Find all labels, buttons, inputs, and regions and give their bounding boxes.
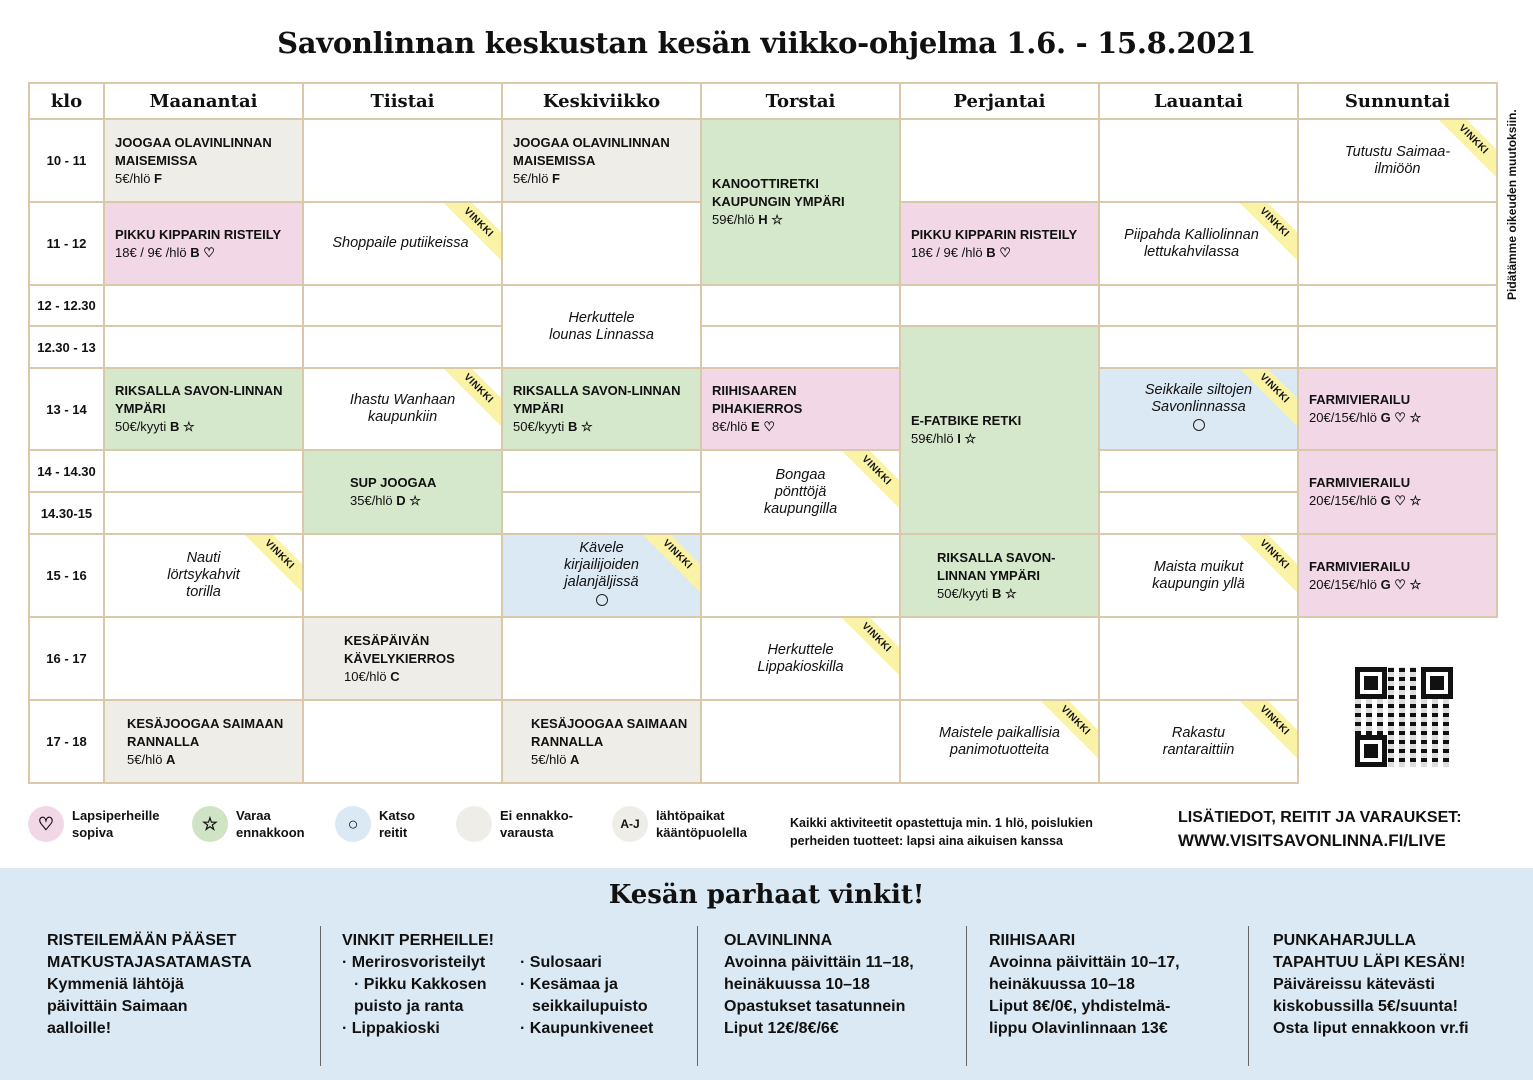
vinkki-badge: VINKKI [240, 534, 303, 594]
vinkki-badge: VINKKI [1235, 700, 1298, 760]
empty-cell [104, 617, 303, 700]
info-link[interactable]: LISÄTIEDOT, REITIT JA VARAUKSET: WWW.VISITSAVONLINNA.FI/LIVE [1178, 809, 1462, 850]
empty-cell [701, 534, 900, 617]
vinkki-badge: VINKKI [1235, 202, 1298, 262]
time-slot: 12 - 12.30 [29, 285, 104, 326]
empty-cell [701, 285, 900, 326]
header-monday: Maanantai [104, 83, 303, 119]
tip-cell[interactable]: Seikkaile siltojen Savonlinnassa VINKKI [1099, 368, 1298, 450]
empty-cell [104, 450, 303, 492]
empty-cell [303, 119, 502, 202]
vinkki-badge: VINKKI [837, 450, 900, 510]
activity-cell[interactable]: E-FATBIKE RETKI 59€/hlö I ☆ [900, 326, 1099, 534]
empty-cell [1298, 202, 1497, 285]
time-slot: 10 - 11 [29, 119, 104, 202]
tip-cell[interactable]: Maistele paikallisia panimotuotteita VINKKI [900, 700, 1099, 783]
empty-cell [502, 450, 701, 492]
divider [320, 926, 321, 1066]
activity-cell[interactable]: RIKSALLA SAVON-LINNAN YMPÄRI 50€/kyyti B ☆ [900, 534, 1099, 617]
tip-cell[interactable]: Nauti lörtsykahvit torilla VINKKI [104, 534, 303, 617]
time-slot: 12.30 - 13 [29, 326, 104, 368]
tip-cell[interactable]: Rakastu rantaraittiin VINKKI [1099, 700, 1298, 783]
empty-cell [1099, 450, 1298, 492]
empty-cell [900, 285, 1099, 326]
time-slot: 13 - 14 [29, 368, 104, 450]
time-slot: 14.30-15 [29, 492, 104, 534]
tip-cell[interactable]: Herkuttele Lippakioskilla VINKKI [701, 617, 900, 700]
route-circle-icon [596, 594, 608, 606]
vinkki-badge: VINKKI [439, 202, 502, 262]
tip-cell[interactable]: Tutustu Saimaa-ilmiöön VINKKI [1298, 119, 1497, 202]
tip-column-punkaharju: PUNKAHARJULLA TAPAHTUU LÄPI KESÄN! Päiväreissu kätevästi kiskobussilla 5€/suunta! Osta liput ennakkoon vr.fi [1273, 932, 1469, 1037]
tip-column-riihisaari: RIIHISAARI Avoinna päivittäin 10–17, heinäkuussa 10–18 Liput 8€/0€, yhdistelmä- lippu Olavinlinnaan 13€ [989, 932, 1180, 1037]
header-thursday: Torstai [701, 83, 900, 119]
empty-cell [1099, 326, 1298, 368]
schedule-grid [28, 82, 1496, 784]
empty-cell [900, 617, 1099, 700]
empty-cell [1099, 285, 1298, 326]
tip-cell[interactable]: Ihastu Wanhaan kaupunkiin VINKKI [303, 368, 502, 450]
activity-cell[interactable]: RIKSALLA SAVON-LINNAN YMPÄRI 50€/kyyti B ☆ [104, 368, 303, 450]
page-title: Savonlinnan keskustan kesän viikko-ohjelma 1.6. - 15.8.2021 [277, 26, 1256, 60]
header-tuesday: Tiistai [303, 83, 502, 119]
empty-cell [701, 326, 900, 368]
tip-cell[interactable]: Shoppaile putiikeissa VINKKI [303, 202, 502, 285]
empty-cell [104, 285, 303, 326]
activity-cell[interactable]: KESÄJOOGAA SAIMAAN RANNALLA 5€/hlö A [104, 700, 303, 783]
empty-cell [104, 492, 303, 534]
activity-cell[interactable]: KESÄJOOGAA SAIMAAN RANNALLA 5€/hlö A [502, 700, 701, 783]
legend-family: ♡ Lapsiperheille sopiva [28, 806, 172, 842]
divider [966, 926, 967, 1066]
empty-cell [701, 700, 900, 783]
star-icon: ☆ [192, 806, 228, 842]
activity-cell[interactable]: PIKKU KIPPARIN RISTEILY 18€ / 9€ /hlö B ♡ [104, 202, 303, 285]
time-slot: 15 - 16 [29, 534, 104, 617]
qr-code[interactable] [1355, 667, 1453, 767]
empty-cell [1099, 492, 1298, 534]
tip-cell[interactable]: Herkuttele lounas Linnassa [502, 285, 701, 368]
info-note: Kaikki aktiviteetit opastettuja min. 1 hlö, poislukien perheiden tuotteet: lapsi aina aikuisen kanssa [790, 816, 1093, 848]
empty-cell [303, 285, 502, 326]
header-friday: Perjantai [900, 83, 1099, 119]
activity-cell[interactable]: FARMIVIERAILU 20€/15€/hlö G ♡ ☆ [1298, 450, 1497, 534]
empty-cell [1099, 617, 1298, 700]
blank-dot-icon [456, 806, 492, 842]
empty-cell [502, 492, 701, 534]
header-wednesday: Keskiviikko [502, 83, 701, 119]
tip-column-olavinlinna: OLAVINLINNA Avoinna päivittäin 11–18, heinäkuussa 10–18 Opastukset tasatunnein Liput 12€/8€/6€ [724, 932, 914, 1037]
tip-cell[interactable]: Maista muikut kaupungin yllä VINKKI [1099, 534, 1298, 617]
empty-cell [1099, 119, 1298, 202]
activity-cell[interactable]: RIKSALLA SAVON-LINNAN YMPÄRI 50€/kyyti B ☆ [502, 368, 701, 450]
legend-reserve: ☆ Varaa ennakkoon [192, 806, 316, 842]
activity-cell[interactable]: JOOGAA OLAVINLINNAN MAISEMISSA 5€/hlö F [104, 119, 303, 202]
time-slot: 16 - 17 [29, 617, 104, 700]
route-circle-icon [1193, 419, 1205, 431]
header-sunday: Sunnuntai [1298, 83, 1497, 119]
time-slot: 11 - 12 [29, 202, 104, 285]
circle-icon: ○ [335, 806, 371, 842]
empty-cell [502, 617, 701, 700]
vinkki-badge: VINKKI [1235, 534, 1298, 594]
time-slot: 17 - 18 [29, 700, 104, 783]
empty-cell [1298, 285, 1497, 326]
activity-cell[interactable]: SUP JOOGAA 35€/hlö D ☆ [303, 450, 502, 534]
tip-cell[interactable]: Piipahda Kalliolinnan lettukahvilassa VINKKI [1099, 202, 1298, 285]
tip-column-cruise: RISTEILEMÄÄN PÄÄSET MATKUSTAJASATAMASTA Kymmeniä lähtöjä päivittäin Saimaan aalloille! [47, 932, 252, 1037]
empty-cell [104, 326, 303, 368]
vinkki-badge: VINKKI [638, 534, 701, 594]
activity-cell[interactable]: KANOOTTIRETKI KAUPUNGIN YMPÄRI 59€/hlö H ☆ [701, 119, 900, 285]
activity-cell[interactable]: FARMIVIERAILU 20€/15€/hlö G ♡ ☆ [1298, 534, 1497, 617]
vinkki-badge: VINKKI [1434, 119, 1497, 179]
activity-cell[interactable]: RIIHISAAREN PIHAKIERROS 8€/hlö E ♡ [701, 368, 900, 450]
empty-cell [502, 202, 701, 285]
tip-cell[interactable]: Bongaa pönttöjä kaupungilla VINKKI [701, 450, 900, 534]
header-saturday: Lauantai [1099, 83, 1298, 119]
activity-cell[interactable]: PIKKU KIPPARIN RISTEILY 18€ / 9€ /hlö B ♡ [900, 202, 1099, 285]
empty-cell [303, 534, 502, 617]
vinkki-badge: VINKKI [1235, 368, 1298, 428]
legend-departure: A-J lähtöpaikat kääntöpuolella [612, 806, 766, 842]
divider [1248, 926, 1249, 1066]
vinkki-badge: VINKKI [439, 368, 502, 428]
tip-cell[interactable]: Kävele kirjailijoiden jalanjäljissä VINKKI [502, 534, 701, 617]
empty-cell [303, 326, 502, 368]
divider [697, 926, 698, 1066]
vinkki-badge: VINKKI [837, 617, 900, 677]
a-j-icon: A-J [612, 806, 648, 842]
vinkki-badge: VINKKI [1036, 700, 1099, 760]
heart-icon: ♡ [28, 806, 64, 842]
tip-column-family: VINKIT PERHEILLE! · Merirosvoristeilyt · Pikku Kakkosen puisto ja ranta · Lippakioski [342, 932, 495, 1037]
tip-column-family-2: · Sulosaari · Kesämaa ja seikkailupuisto · Kaupunkiveneet [520, 954, 654, 1037]
empty-cell [303, 700, 502, 783]
header-klo: klo [29, 83, 104, 119]
empty-cell [1298, 326, 1497, 368]
activity-cell[interactable]: JOOGAA OLAVINLINNAN MAISEMISSA 5€/hlö F [502, 119, 701, 202]
legend-routes: ○ Katso reitit [335, 806, 434, 842]
time-slot: 14 - 14.30 [29, 450, 104, 492]
empty-cell [900, 119, 1099, 202]
tips-band-title: Kesän parhaat vinkit! [608, 880, 925, 910]
side-note: Pidätämme oikeuden muutoksiin. [1505, 109, 1519, 300]
activity-cell[interactable]: KESÄPÄIVÄN KÄVELYKIERROS 10€/hlö C [303, 617, 502, 700]
legend-no-booking: Ei ennakko-varausta [456, 806, 590, 842]
activity-cell[interactable]: FARMIVIERAILU 20€/15€/hlö G ♡ ☆ [1298, 368, 1497, 450]
